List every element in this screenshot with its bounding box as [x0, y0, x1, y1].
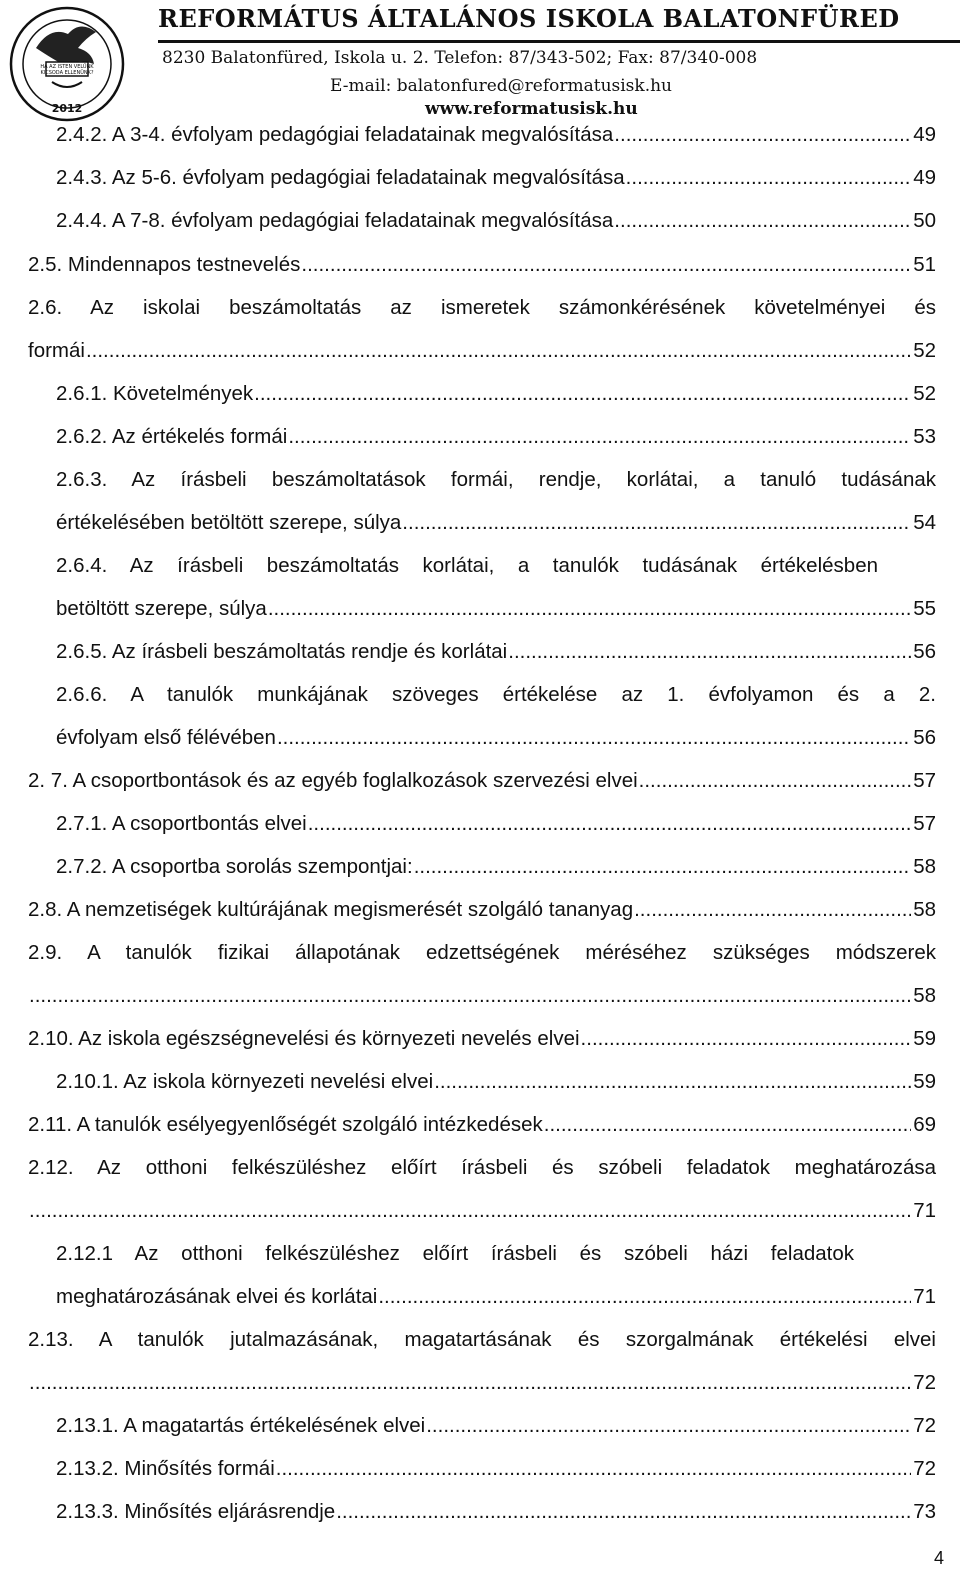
toc-page-number: 49	[913, 166, 936, 189]
toc-entry-line1[interactable]	[28, 288, 936, 328]
toc-leader-dots	[613, 115, 911, 155]
toc-page-number: 72	[913, 1371, 936, 1394]
toc-entry-title: 2.6.4. Az írásbeli beszámoltatás korlátai, a tanulók tudásának értékelésben	[56, 554, 878, 577]
letterhead	[0, 0, 960, 118]
email-line: E-mail: balatonfured@reformatusisk.hu	[330, 76, 673, 96]
toc-leader-dots	[425, 1406, 911, 1446]
toc-leader-dots	[276, 718, 911, 758]
toc-page-number: 72	[913, 1414, 936, 1437]
toc-entry-title: 2.5. Mindennapos testnevelés	[28, 253, 301, 276]
toc-entry-line1[interactable]	[28, 1320, 936, 1360]
toc-leader-dots	[28, 1191, 911, 1231]
toc-entry[interactable]	[56, 1406, 936, 1446]
toc-entry[interactable]	[28, 331, 936, 371]
toc-entry-title: 2.6.3. Az írásbeli beszámoltatások formái, rendje, korlátai, a tanuló tudásának	[56, 468, 936, 491]
toc-page-number: 71	[913, 1199, 936, 1222]
toc-page-number: 52	[913, 339, 936, 362]
toc-entry-title-cont: betöltött szerepe, súlya	[56, 597, 267, 620]
toc-leader-dots	[28, 976, 911, 1016]
address-phone-fax: 8230 Balatonfüred, Iskola u. 2. Telefon: 87/343-502; Fax: 87/340-008	[162, 48, 758, 68]
school-name: REFORMÁTUS ÁLTALÁNOS ISKOLA BALATONFÜRED	[158, 4, 900, 33]
toc-entry[interactable]	[56, 1277, 936, 1317]
toc-entry[interactable]	[56, 589, 936, 629]
toc-leader-dots	[507, 632, 911, 672]
toc-page-number: 50	[913, 209, 936, 232]
toc-entry-title: 2.13.1. A magatartás értékelésének elvei	[56, 1414, 426, 1437]
toc-entry-title: 2.6.5. Az írásbeli beszámoltatás rendje és korlátai	[56, 640, 508, 663]
toc-entry[interactable]	[28, 1191, 936, 1231]
header-rule	[158, 40, 960, 43]
toc-entry-title: 2.6.2. Az értékelés formái	[56, 425, 288, 448]
toc-leader-dots	[307, 804, 911, 844]
toc-leader-dots	[275, 1449, 911, 1489]
toc-entry[interactable]	[28, 761, 936, 801]
toc-page-number: 58	[913, 855, 936, 878]
toc-page-number: 54	[913, 511, 936, 534]
toc-entry[interactable]	[56, 374, 936, 414]
toc-page-number: 73	[913, 1500, 936, 1523]
toc-entry-line1[interactable]	[28, 933, 936, 973]
toc-entry-title: 2.10. Az iskola egészségnevelési és környezeti nevelés elvei	[28, 1027, 580, 1050]
toc-entry[interactable]	[28, 890, 936, 930]
toc-page-number: 58	[913, 898, 936, 921]
toc-entry[interactable]	[56, 1449, 936, 1489]
toc-leader-dots	[413, 847, 912, 887]
toc-entry[interactable]	[28, 245, 936, 285]
toc-page-number: 55	[913, 597, 936, 620]
toc-entry-title: 2.9. A tanulók fizikai állapotának edzettségének méréséhez szükséges módszerek	[28, 941, 936, 964]
toc-leader-dots	[377, 1277, 911, 1317]
toc-entry-title: 2.4.2. A 3-4. évfolyam pedagógiai feladatainak megvalósítása	[56, 123, 614, 146]
toc-leader-dots	[335, 1492, 911, 1532]
toc-entry-line1[interactable]	[56, 1234, 854, 1274]
toc-leader-dots	[253, 374, 911, 414]
toc-entry[interactable]	[28, 976, 936, 1016]
toc-page-number: 56	[913, 640, 936, 663]
toc-entry-title: 2.4.3. Az 5-6. évfolyam pedagógiai feladatainak megvalósítása	[56, 166, 625, 189]
toc-entry-title-cont: értékelésében betöltött szerepe, súlya	[56, 511, 402, 534]
toc-entry[interactable]	[56, 804, 936, 844]
toc-leader-dots	[287, 417, 911, 457]
website-line: www.reformatusisk.hu	[425, 99, 638, 119]
toc-page-number: 58	[913, 984, 936, 1007]
toc-page-number: 59	[913, 1027, 936, 1050]
toc-leader-dots	[543, 1105, 911, 1145]
toc-entry[interactable]	[56, 1492, 936, 1532]
toc-entry-line1[interactable]	[56, 675, 936, 715]
toc-leader-dots	[300, 245, 911, 285]
toc-leader-dots	[28, 1363, 911, 1403]
toc-entry-line1[interactable]	[28, 1148, 936, 1188]
logo-year: 2012	[51, 102, 83, 115]
logo-motto-1: HA AZ ISTEN VELÜNK	[40, 64, 94, 70]
toc-entry[interactable]	[56, 847, 936, 887]
toc-entry-title: 2.6.1. Követelmények	[56, 382, 254, 405]
toc-entry[interactable]	[56, 115, 936, 155]
toc-page-number: 57	[913, 769, 936, 792]
toc-entry-title: 2.4.4. A 7-8. évfolyam pedagógiai feladatainak megvalósítása	[56, 209, 614, 232]
toc-leader-dots	[433, 1062, 911, 1102]
toc-entry[interactable]	[56, 632, 936, 672]
toc-page-number: 69	[913, 1113, 936, 1136]
toc-page-number: 57	[913, 812, 936, 835]
toc-entry[interactable]	[56, 158, 936, 198]
toc-page-number: 51	[913, 253, 936, 276]
toc-entry-line1[interactable]	[56, 546, 878, 586]
toc-leader-dots	[580, 1019, 912, 1059]
toc-entry[interactable]	[56, 201, 936, 241]
toc-page-number: 71	[913, 1285, 936, 1308]
toc-leader-dots	[85, 331, 911, 371]
toc-entry-title: 2.13.2. Minősítés formái	[56, 1457, 275, 1480]
toc-entry-title: 2.11. A tanulók esélyegyenlőségét szolgáló intézkedések	[28, 1113, 543, 1136]
toc-entry-title: 2.7.1. A csoportbontás elvei	[56, 812, 307, 835]
toc-page-number: 49	[913, 123, 936, 146]
page-number: 4	[933, 1548, 944, 1568]
toc-entry-title: 2.13.3. Minősítés eljárásrendje	[56, 1500, 336, 1523]
toc-page-number: 56	[913, 726, 936, 749]
toc-entry-title-cont: évfolyam első félévében	[56, 726, 276, 749]
toc-entry[interactable]	[28, 1363, 936, 1403]
toc-entry-title-cont: meghatározásának elvei és korlátai	[56, 1285, 378, 1308]
school-crest-logo	[6, 4, 128, 124]
toc-entry-title: 2.6. Az iskolai beszámoltatás az ismeretek számonkérésének követelményei és	[28, 296, 936, 319]
toc-entry-title: 2. 7. A csoportbontások és az egyéb foglalkozások szervezési elvei	[28, 769, 638, 792]
toc-page-number: 59	[913, 1070, 936, 1093]
toc-leader-dots	[401, 503, 911, 543]
toc-entry-title: 2.10.1. Az iskola környezeti nevelési elvei	[56, 1070, 434, 1093]
toc-entry-line1[interactable]	[56, 460, 936, 500]
toc-entry-title-cont: formái	[28, 339, 85, 362]
toc-leader-dots	[638, 761, 912, 801]
toc-page-number: 53	[913, 425, 936, 448]
toc-entry-title: 2.12. Az otthoni felkészüléshez előírt írásbeli és szóbeli feladatok meghatározása	[28, 1156, 936, 1179]
toc-entry-title: 2.8. A nemzetiségek kultúrájának megismerését szolgáló tananyag	[28, 898, 634, 921]
toc-entry[interactable]	[56, 417, 936, 457]
toc-page-number: 52	[913, 382, 936, 405]
toc-leader-dots	[633, 890, 911, 930]
toc-page-number: 72	[913, 1457, 936, 1480]
toc-leader-dots	[267, 589, 911, 629]
toc-entry[interactable]	[56, 718, 936, 758]
logo-motto-2: KICSODA ELLENÜNK?	[40, 70, 94, 76]
toc-leader-dots	[625, 158, 912, 198]
toc-entry-title: 2.12.1 Az otthoni felkészüléshez előírt írásbeli és szóbeli házi feladatok	[56, 1242, 854, 1265]
toc-entry-title: 2.7.2. A csoportba sorolás szempontjai:	[56, 855, 413, 878]
toc-entry-title: 2.13. A tanulók jutalmazásának, magatartásának és szorgalmának értékelési elvei	[28, 1328, 936, 1351]
toc-entry[interactable]	[28, 1105, 936, 1145]
toc-entry[interactable]	[28, 1019, 936, 1059]
toc-entry[interactable]	[56, 503, 936, 543]
toc-entry[interactable]	[56, 1062, 936, 1102]
toc-leader-dots	[613, 201, 911, 241]
toc-entry-title: 2.6.6. A tanulók munkájának szöveges értékelése az 1. évfolyamon és a 2.	[56, 683, 936, 706]
